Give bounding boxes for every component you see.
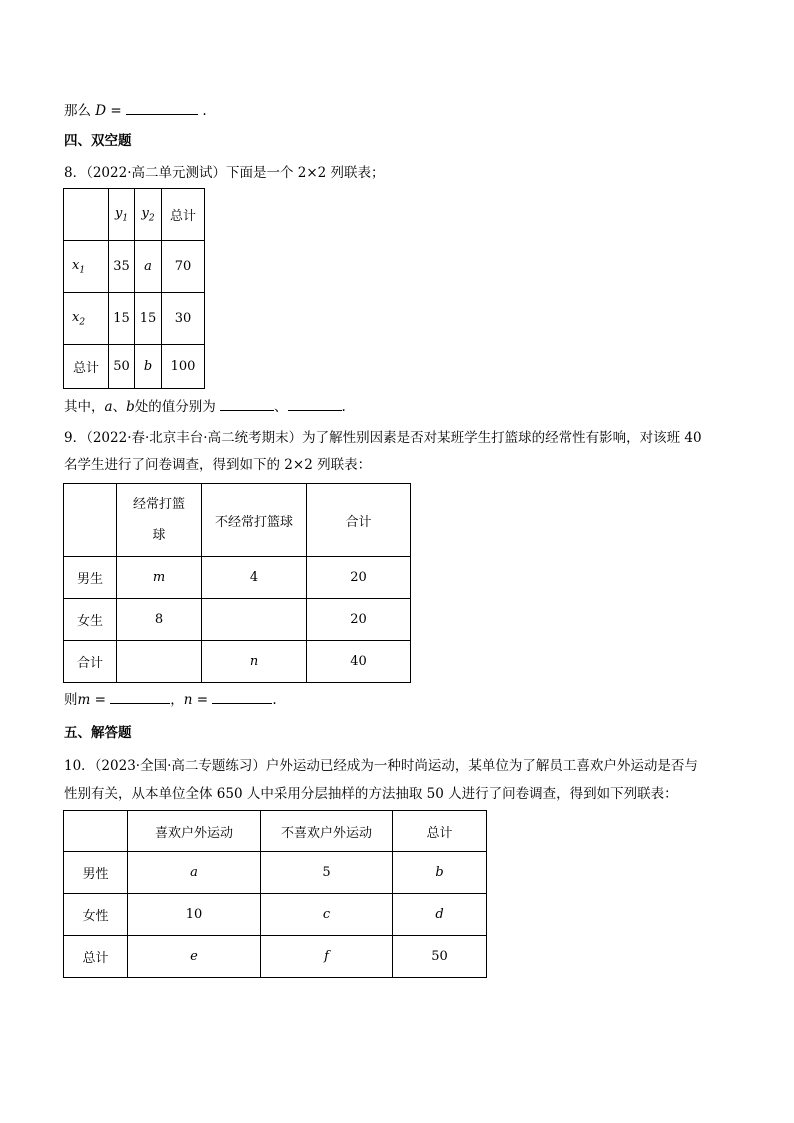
table-cell: a: [135, 241, 162, 293]
table-cell: 30: [162, 293, 205, 345]
table-cell: c: [261, 894, 393, 936]
q8-contingency-table: [63, 188, 205, 389]
table-cell: a: [128, 852, 261, 894]
variable-b: b: [126, 399, 135, 415]
header-total: 总计: [393, 811, 487, 852]
equals-sign: =: [110, 103, 122, 119]
table-cell: 100: [162, 345, 205, 389]
header-y2: $y_2$: [135, 189, 162, 241]
table-header-row: [64, 484, 411, 557]
row-label-female: 女生: [64, 599, 117, 641]
previous-question-tail: [64, 100, 207, 121]
table-row: [64, 557, 411, 599]
table-cell: m: [117, 557, 202, 599]
answer-mid: 处的值分别为: [134, 399, 216, 415]
header-not-often-basketball: 不经常打篮球: [202, 484, 307, 557]
comma: ，: [170, 692, 184, 708]
row-label-total: 合计: [64, 641, 117, 683]
variable-d: D: [95, 103, 107, 119]
table-cell: [202, 599, 307, 641]
table-cell: [117, 641, 202, 683]
table-cell: e: [128, 936, 261, 978]
table-row: [64, 936, 487, 978]
table-header-row: [64, 189, 205, 241]
table-corner-cell: [64, 484, 117, 557]
question-9-text-line2: 名学生进行了问卷调查，得到如下的 2×2 列联表：: [64, 457, 372, 473]
header-total: 合计: [307, 484, 411, 557]
period: .: [272, 692, 277, 708]
answer-blank-a[interactable]: [220, 396, 274, 411]
row-label-total: 总计: [64, 936, 128, 978]
row-label-x2: $x_2$: [64, 293, 109, 345]
table-row: [64, 599, 411, 641]
table-row: [64, 894, 487, 936]
table-cell: 50: [109, 345, 135, 389]
header-line-2: 球: [152, 528, 166, 543]
table-cell: 15: [135, 293, 162, 345]
table-cell: 20: [307, 599, 411, 641]
question-9-answer-line: [64, 689, 277, 710]
q10-contingency-table: [63, 810, 487, 978]
row-label-x1: $x_1$: [64, 241, 109, 293]
question-10-text-line2: 性别有关，从本单位全体 650 人中采用分层抽样的方法抽取 50 人进行了问卷调查，得到如下列联表：: [64, 786, 678, 802]
table-cell: 10: [128, 894, 261, 936]
table-row: [64, 852, 487, 894]
table-cell: f: [261, 936, 393, 978]
header-often-basketball: [117, 484, 202, 557]
table-cell: 5: [261, 852, 393, 894]
question-8-answer-line: [64, 396, 346, 417]
row-label-male: 男生: [64, 557, 117, 599]
row-label-total: 总计: [64, 345, 109, 389]
equals-sign: =: [94, 692, 106, 708]
answer-blank[interactable]: [126, 100, 198, 115]
tail-prefix: 那么: [64, 103, 91, 119]
header-like-outdoor: 喜欢户外运动: [128, 811, 261, 852]
table-cell: 40: [307, 641, 411, 683]
answer-prefix: 则: [64, 692, 78, 708]
period: .: [202, 103, 207, 119]
table-cell: n: [202, 641, 307, 683]
section-heading-5: 五、解答题: [64, 725, 132, 741]
variable-n: n: [183, 692, 193, 708]
separator: 、: [274, 399, 288, 415]
header-y1: $y_1$: [109, 189, 135, 241]
table-cell: 4: [202, 557, 307, 599]
variable-a: a: [104, 399, 113, 415]
separator: 、: [112, 399, 127, 415]
table-cell: 50: [393, 936, 487, 978]
header-dislike-outdoor: 不喜欢户外运动: [261, 811, 393, 852]
table-row: [64, 345, 205, 389]
q9-contingency-table: [63, 483, 411, 683]
equals-sign: =: [196, 692, 209, 708]
table-header-row: [64, 811, 487, 852]
row-label-female: 女性: [64, 894, 128, 936]
table-cell: 15: [109, 293, 135, 345]
answer-blank-n[interactable]: [212, 689, 272, 704]
table-cell: b: [135, 345, 162, 389]
table-corner-cell: [64, 189, 109, 241]
header-line-1: 经常打篮: [132, 497, 185, 512]
question-9-text-line1: 9．（2022·春·北京丰台·高二统考期末）为了解性别因素是否对某班学生打篮球的经常性有影响，对该班 40: [64, 430, 702, 446]
table-row: [64, 641, 411, 683]
table-row: [64, 293, 205, 345]
table-cell: 70: [162, 241, 205, 293]
question-10-text-line1: 10．（2023·全国·高二专题练习）户外运动已经成为一种时尚运动，某单位为了解员工喜欢户外运动是否与: [64, 758, 698, 774]
table-cell: 20: [307, 557, 411, 599]
table-cell: 35: [109, 241, 135, 293]
answer-blank-b[interactable]: [288, 396, 342, 411]
table-cell: 8: [117, 599, 202, 641]
answer-blank-m[interactable]: [110, 689, 170, 704]
variable-m: m: [77, 692, 91, 708]
answer-prefix: 其中，: [64, 399, 105, 415]
period: .: [341, 399, 346, 415]
table-cell: d: [393, 894, 487, 936]
header-total: 总计: [162, 189, 205, 241]
section-heading-4: 四、双空题: [64, 133, 132, 149]
row-label-male: 男性: [64, 852, 128, 894]
table-corner-cell: [64, 811, 128, 852]
table-row: [64, 241, 205, 293]
question-8-text: 8．（2022·高二单元测试）下面是一个 2×2 列联表；: [64, 165, 385, 181]
table-cell: b: [393, 852, 487, 894]
